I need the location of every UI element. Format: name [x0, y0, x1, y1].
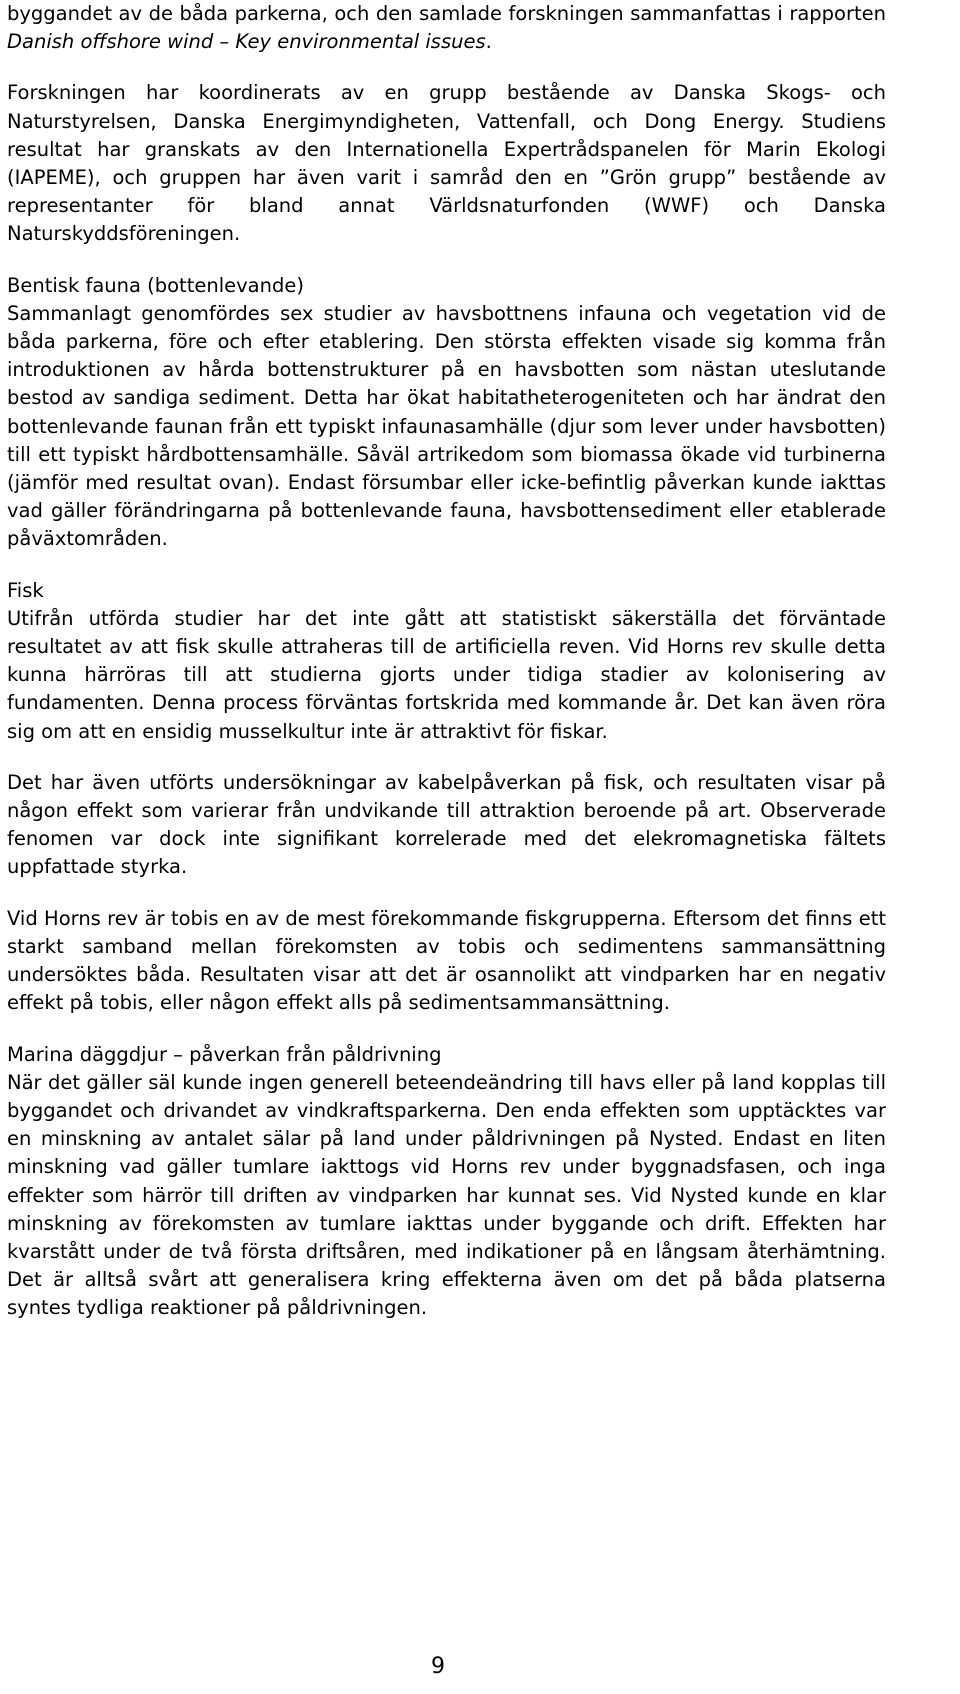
intro-end: . — [485, 30, 492, 54]
mammals-section — [7, 1041, 886, 1323]
benthic-heading: Bentisk fauna (bottenlevande) — [7, 273, 304, 297]
mammals-text: När det gäller säl kunde ingen generell beteendeändring till havs eller på land kopplas till byggandet och drivandet av vindkraftsparkerna. Den enda effekten som upptäcktes var en minskning av antalet sälar på land under påldrivningen på Nysted. Endast en liten minskning vad gäller tumlare iakttogs vid Horns rev under byggnadsfasen, och inga effekter som härrör till driften av vindparken har kunnat ses. Vid Nysted kunde en klar minskning av förekomsten av tumlare iakttas under byggande och drift. Effekten har kvarstått under de två första driftsåren, med indikationer på en långsam återhämtning. Det är alltså svårt att generalisera kring effekterna även om det på båda platserna syntes tydliga reaktioner på påldrivningen. — [7, 1070, 886, 1320]
mammals-heading: Marina däggdjur – påverkan från påldrivning — [7, 1042, 442, 1066]
intro-paragraph — [7, 0, 886, 56]
fish-heading: Fisk — [7, 578, 44, 602]
coordination-paragraph: Forskningen har koordinerats av en grupp bestående av Danska Skogs- och Naturstyrelsen, Danska Energimyndigheten, Vattenfall, och Dong Energy. Studiens resultat har granskats av den Internationella Expertrådspanelen för Marin Ekologi (IAPEME), och gruppen har även varit i samråd den en ”Grön grupp” bestående av representanter för bland annat Världsnaturfonden (WWF) och Danska Naturskyddsföreningen. — [7, 81, 886, 246]
benthic-text: Sammanlagt genomfördes sex studier av havsbottnens infauna och vegetation vid de båda parkerna, före och efter etablering. Den största effekten visade sig komma från introduktionen av hårda bottenstrukturer på en havsbotten som nästan uteslutande bestod av sandiga sediment. Detta har ökat habitatheterogeniteten och har ändrat den bottenlevande faunan från ett typiskt infaunasamhälle (djur som lever under havsbotten) till ett typiskt hårdbottensamhälle. Såväl artrikedom som biomassa ökade vid turbinerna (jämför med resultat ovan). Endast försumbar eller icke-befintlig påverkan kunde iakttas vad gäller förändringarna på bottenlevande fauna, havsbottensediment eller etablerade påväxtområden. — [7, 301, 886, 551]
report-title: Danish offshore wind – Key environmental issues — [7, 30, 486, 54]
page-number: 9 — [431, 1654, 445, 1679]
fish-section — [7, 577, 886, 746]
document-page — [7, 0, 886, 1323]
cable-paragraph: Det har även utförts undersökningar av kabelpåverkan på fisk, och resultaten visar på någon effekt som varierar från undvikande till attraktion beroende på art. Observerade fenomen var dock inte signifikant korrelerade med det elekromagnetiska fältets uppfattade styrka. — [7, 770, 886, 879]
sandeel-paragraph: Vid Horns rev är tobis en av de mest förekommande fiskgrupperna. Eftersom det finns ett starkt samband mellan förekomsten av tobis och sedimentens sammansättning undersöktes båda. Resultaten visar att det är osannolikt att vindparken har en negativ effekt på tobis, eller någon effekt alls på sedimentsammansättning. — [7, 906, 886, 1015]
fish-text: Utifrån utförda studier har det inte gått att statistiskt säkerställa det förväntade resultatet av att fisk skulle attraheras till de artificiella reven. Vid Horns rev skulle detta kunna härröras till att studierna gjorts under tidiga stadier av kolonisering av fundamenten. Denna process förväntas fortskrida med kommande år. Det kan även röra sig om att en ensidig musselkultur inte är attraktivt för fiskar. — [7, 606, 886, 743]
intro-text: byggandet av de båda parkerna, och den samlade forskningen sammanfattas i rapporten — [7, 2, 886, 25]
benthic-section — [7, 272, 886, 554]
